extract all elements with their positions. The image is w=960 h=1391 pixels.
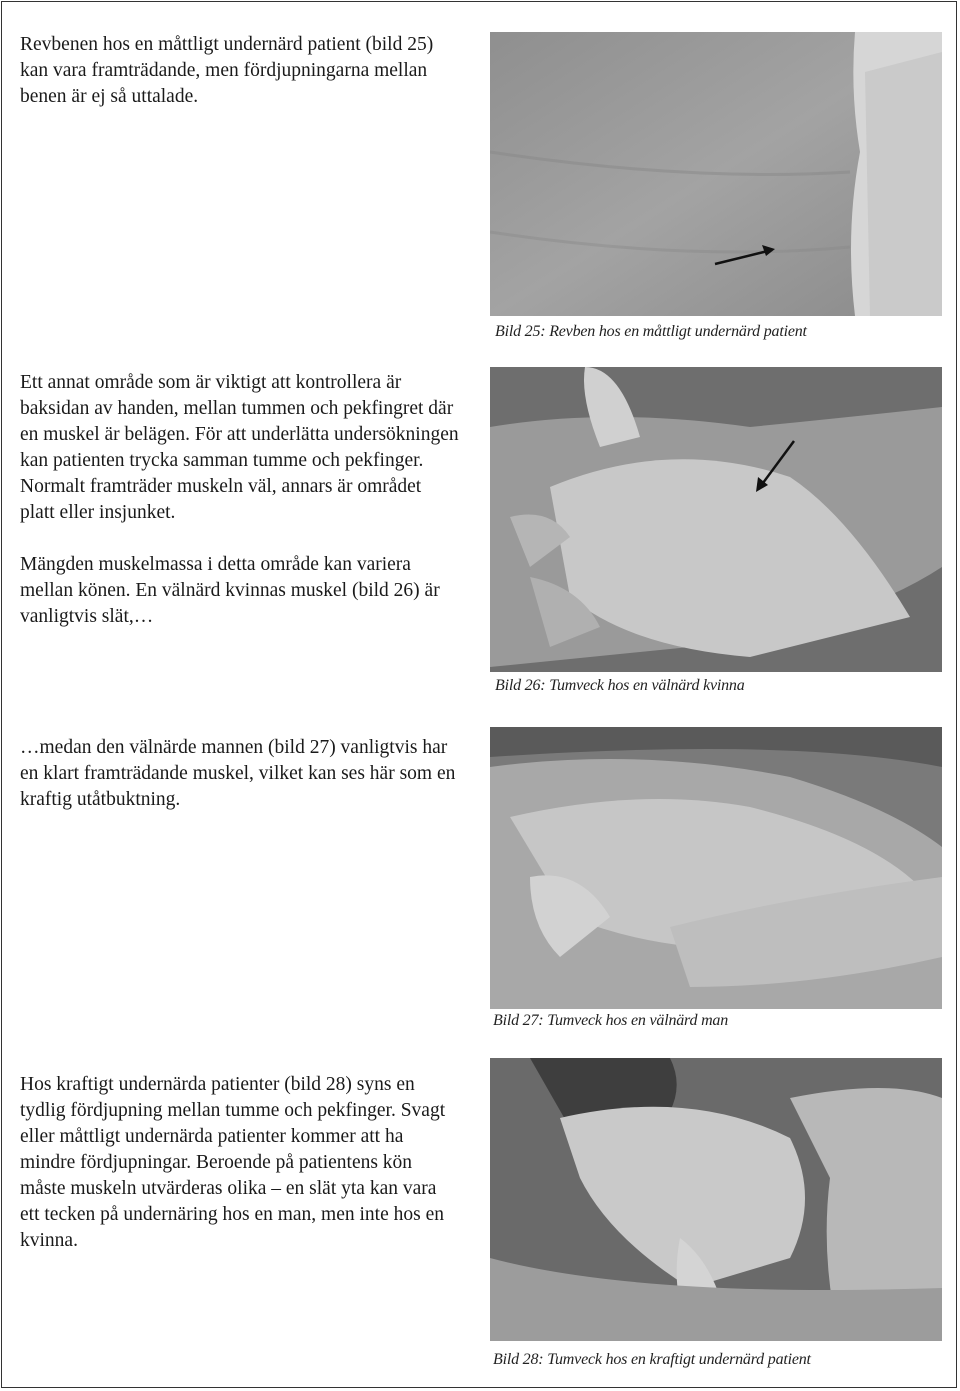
- photo-bild-28: [490, 1058, 942, 1341]
- caption-bild-25: Bild 25: Revben hos en måttligt undernärd patient: [495, 323, 807, 340]
- text-block-4: [20, 1072, 460, 1254]
- caption-bild-26: Bild 26: Tumveck hos en välnärd kvinna: [495, 677, 745, 694]
- paragraph-undernourished: Hos kraftigt undernärda patienter (bild 28) syns en tydlig fördjupning mellan tumme och pekfinger. Svagt eller måttligt undernärda patienter kommer att ha mindre fördjupningar. Beroende på patientens kön måste muskeln utvärderas olika – en slät yta kan vara ett tecken på undernäring hos en man, men inte hos en kvinna.: [20, 1074, 446, 1251]
- caption-bild-27: Bild 27: Tumveck hos en välnärd man: [493, 1012, 729, 1029]
- paragraph-thumb-area: Ett annat område som är viktigt att kontrollera är baksidan av handen, mellan tummen och pekfingret där en muskel är belägen. För att underlätta undersökningen kan patienten trycka samman tumme och pekfinger. Normalt framträder muskeln väl, annars är området platt eller insjunket.: [20, 372, 459, 523]
- photo-bild-26: [490, 367, 942, 672]
- text-block-1: [20, 32, 460, 110]
- photo-bild-27: [490, 727, 942, 1009]
- text-block-3: [20, 735, 460, 813]
- paragraph-muscle-mass: Mängden muskelmassa i detta område kan variera mellan könen. En välnärd kvinnas muskel (bild 26) är vanligtvis slät,…: [20, 554, 440, 627]
- photo-bild-25: [490, 32, 942, 316]
- paragraph-man: …medan den välnärde mannen (bild 27) vanligtvis har en klart framträdande muskel, vilket kan ses här som en kraftig utåtbuktning.: [20, 737, 456, 810]
- caption-bild-28: Bild 28: Tumveck hos en kraftigt undernärd patient: [493, 1351, 811, 1368]
- paragraph-ribs: Revbenen hos en måttligt undernärd patient (bild 25) kan vara framträdande, men fördjupningarna mellan benen är ej så uttalade.: [20, 34, 434, 107]
- text-block-2: [20, 370, 460, 630]
